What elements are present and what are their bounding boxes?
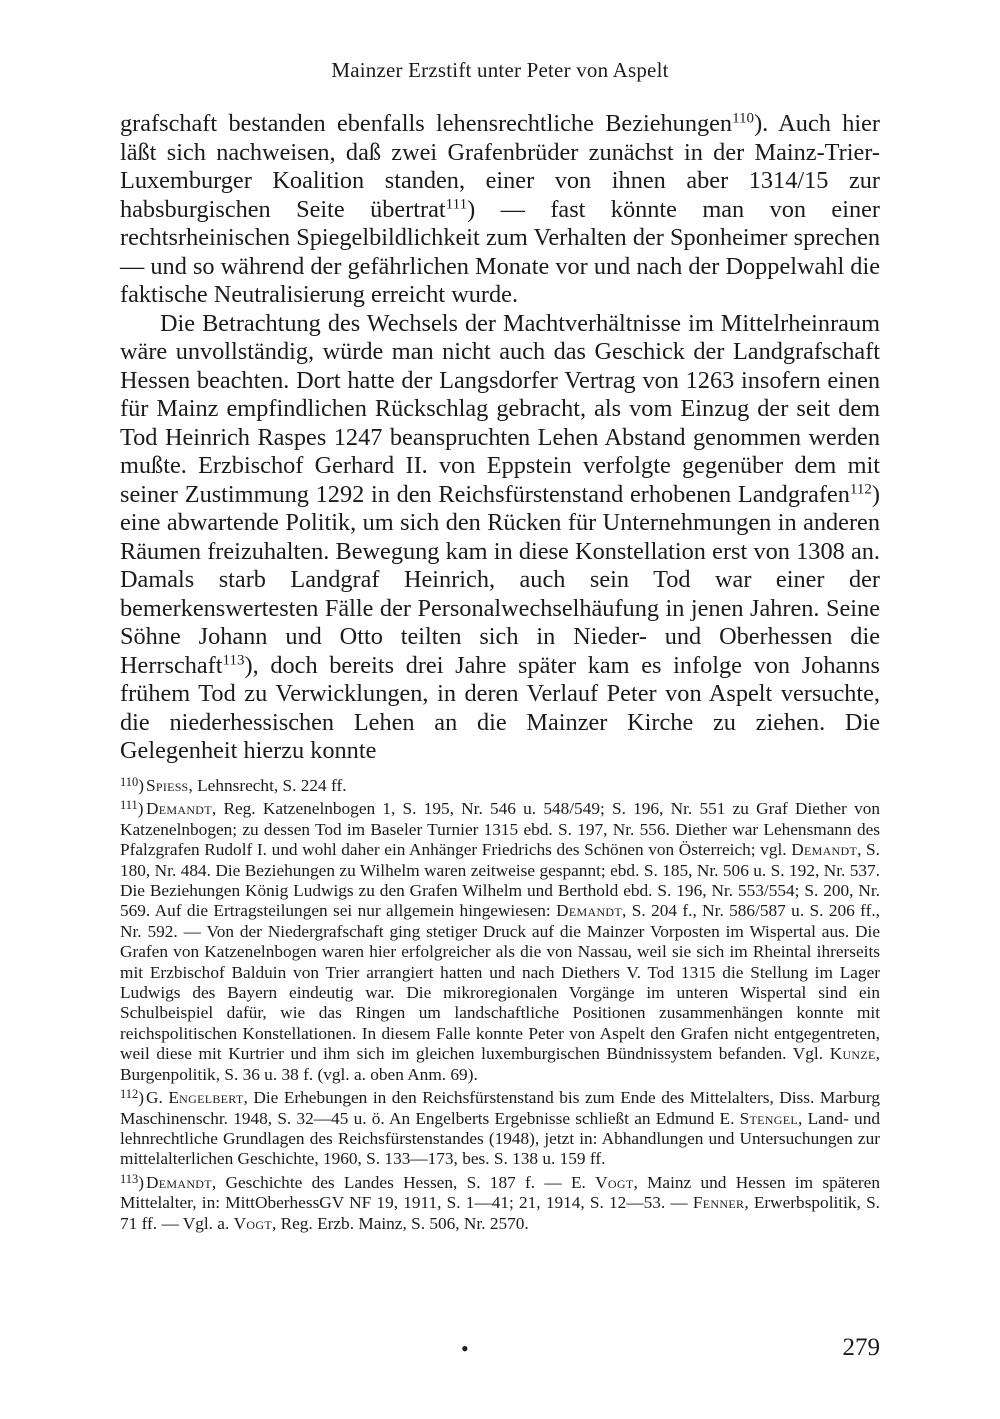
- paragraph-text: grafschaft bestanden ebenfalls lehensrechtliche Beziehungen: [120, 110, 733, 137]
- footnote-number: $^{110}$): [120, 775, 144, 795]
- footnote-number-value: 110: [120, 775, 139, 790]
- paragraph-text: ) — fast könnte man von einer rechtsrheinischen Spiegelbildlichkeit zum Verhalten der Sponheimer sprechen — und so während der gefährlichen Monate vor und nach der Doppelwahl die faktische Neutralisierung erreicht wurde.: [120, 195, 880, 308]
- page-number: 279: [842, 1334, 880, 1361]
- stray-mark: •: [461, 1336, 469, 1361]
- footnote-text: , Mainz und Hessen im späteren Mittelalter, in: MittOberhessGV NF 19, 1911, S. 1—41; 21, 1914, S. 12—53. —: [120, 1172, 880, 1213]
- footnote-ref-113[interactable]: 113: [222, 652, 245, 669]
- footnote-ref-111[interactable]: 111: [445, 196, 468, 213]
- author-name: Stengel: [739, 1108, 799, 1128]
- footnote-ref-112[interactable]: 112: [849, 481, 872, 498]
- footnote-110: [120, 776, 880, 796]
- footnote-text: , S. 204 f., Nr. 586/587 u. S. 206 ff., Nr. 592. — Von der Niedergrafschaft ging stetiger Druck auf die Mainzer Vorposten im Wispertal aus. Die Grafen von Katzenelnbogen waren hier erfolgreicher als die von Nassau, weil sie sich im Rheintal ihrerseits mit Erzbischof Balduin von Trier arrangiert hatten und nach Diethers V. Tod 1315 die Stellung im Lager Ludwigs des Bayern eindeutig war. Die mikroregionalen Vorgänge im unteren Wispertal sind ein Schulbeispiel dafür, wie das Ringen um landschaftliche Positionen zusammenhängen konnte mit reichspolitischen Konstellationen. In diesem Falle konnte Peter von Aspelt den Grafen nicht entgegentreten, weil diese mit Kurtrier und ihm sich im gleichen luxemburgischen Bündnissystem befanden. Vgl.: [120, 901, 880, 1064]
- footnote-text: , Reg. Katzenelnbogen 1, S. 195, Nr. 546 u. 548/549; S. 196, Nr. 551 zu Graf Diether von Katzenelnbogen; zu dessen Tod im Baseler Turnier 1315 ebd. S. 197, Nr. 556. Diether war Lehensmann des Pfalzgrafen Rudolf I. und wohl daher ein Anhänger Friedrichs des Schönen von Österreich; vgl.: [120, 799, 880, 860]
- footnote-number-value: 111: [120, 798, 138, 813]
- footnote-number: $^{112}$): [120, 1087, 144, 1108]
- footnote-number-value: 113: [120, 1171, 139, 1186]
- footnote-111: [120, 799, 880, 1085]
- author-name: Demandt: [146, 799, 212, 819]
- footnote-text: , Land- und lehnrechtliche Grundlagen des Reichsfürstenstandes (1948), jetzt in: Abhandlungen und Untersuchungen zur mittelalterlichen Geschichte, 1960, S. 133—173, bes. S. 138 u. 159 ff.: [120, 1108, 880, 1169]
- author-name: Spieß: [146, 776, 189, 795]
- footnote-text: , Burgenpolitik, S. 36 u. 38 f. (vgl. a. oben Anm. 69).: [120, 1044, 880, 1084]
- paragraph-2: [120, 310, 880, 766]
- running-head: Mainzer Erzstift unter Peter von Aspelt: [331, 58, 669, 82]
- footnote-text: , S. 180, Nr. 484. Die Beziehungen zu Wilhelm waren zeitweise gespannt; ebd. S. 185, Nr. 506 u. S. 192, Nr. 537. Die Beziehungen König Ludwigs zu den Grafen Wilhelm und Berthold ebd. S. 196, Nr. 553/554; S. 200, Nr. 569. Auf die Ertragsteilungen sei nur allgemein hingewiesen:: [120, 840, 880, 921]
- paragraph-text: ). Auch hier läßt sich nachweisen, daß zwei Grafenbrüder zunächst in der Mainz-Trier-Luxemburger Koalition standen, einer von ihnen aber 1314/15 zur habsburgischen Seite übertrat: [120, 110, 880, 223]
- author-name: Kunze: [829, 1044, 876, 1064]
- paragraph-1: [120, 110, 880, 310]
- footnote-113: [120, 1173, 880, 1234]
- footnote-text: , Die Erhebungen in den Reichsfürstenstand bis zum Ende des Mittelalters, Diss. Marburg Maschinenschr. 1948, S. 32—45 u. ö. An Engelberts Ergebnisse schließt an Edmund E.: [120, 1088, 880, 1128]
- footnote-text: , Erwerbspolitik, S. 71 ff. — Vgl. a.: [120, 1193, 880, 1233]
- paragraph-text: Die Betrachtung des Wechsels der Machtverhältnisse im Mittelrheinraum wäre unvollständig, würde man nicht auch das Geschick der Landgrafschaft Hessen beachten. Dort hatte der Langsdorfer Vertrag von 1263 insofern einen für Mainz empfindlichen Rückschlag gebracht, als vom Einzug der seit dem Tod Heinrich Raspes 1247 beanspruchten Lehen Abstand genommen werden mußte. Erzbischof Gerhard II. von Eppstein verfolgte gegenüber dem mit seiner Zustimmung 1292 in den Reichsfürstenstand erhobenen Landgrafen: [120, 309, 880, 508]
- author-name: Vogt: [595, 1172, 634, 1192]
- footnote-number-value: 112: [120, 1087, 139, 1102]
- footnote-text: G.: [146, 1088, 169, 1108]
- footnote-112: [120, 1088, 880, 1170]
- author-name: Vogt: [233, 1213, 272, 1233]
- author-name: Fenner: [692, 1193, 745, 1213]
- author-name: Engelbert: [168, 1088, 244, 1108]
- author-name: Demandt: [146, 1172, 212, 1192]
- main-text: [120, 110, 880, 766]
- footnote-text: , Lehnsrecht, S. 224 ff.: [188, 776, 347, 795]
- paragraph-text: ), doch bereits drei Jahre später kam es infolge von Johanns frühem Tod zu Verwicklungen, in deren Verlauf Peter von Aspelt versuchte, die niederhessischen Lehen an die Mainzer Kirche zu ziehen. Die Gelegenheit hierzu konnte: [120, 651, 880, 764]
- footnote-number: $^{111}$): [120, 798, 144, 819]
- footnote-number: $^{113}$): [120, 1171, 144, 1192]
- footnotes: [120, 776, 880, 1237]
- paragraph-text: ) eine abwartende Politik, um sich den Rücken für Unternehmungen in anderen Räumen freizuhalten. Bewegung kam in diese Konstellation erst von 1308 an. Damals starb Landgraf Heinrich, auch sein Tod war einer der bemerkenswertesten Fälle der Personalwechselhäufung in jenen Jahren. Seine Söhne Johann und Otto teilten sich in Nieder- und Oberhessen die Herrschaft: [120, 480, 880, 679]
- author-name: Demandt: [556, 901, 623, 921]
- author-name: Demandt: [791, 840, 858, 860]
- footnote-text: , Reg. Erzb. Mainz, S. 506, Nr. 2570.: [271, 1213, 529, 1233]
- footnote-ref-110[interactable]: 110: [732, 110, 755, 127]
- footnote-text: , Geschichte des Landes Hessen, S. 187 f. — E.: [211, 1172, 596, 1192]
